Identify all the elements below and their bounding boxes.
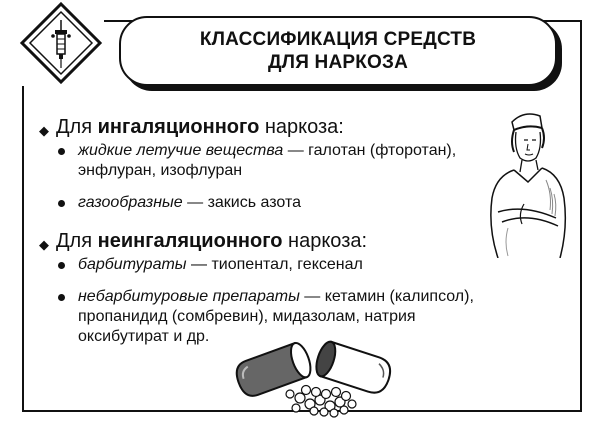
round-bullet-icon: [58, 262, 65, 269]
list-item-text: — галотан (фторотан), энфлуран, изофлуран: [78, 142, 457, 179]
section-keyword: неингаляционного: [97, 230, 283, 252]
section-heading-non-inhalation: [38, 229, 508, 253]
nurse-illustration: [484, 108, 570, 258]
section-heading-inhalation: [38, 115, 508, 139]
section-keyword: ингаляционного: [97, 116, 260, 138]
list-item-text: — кетамин (калипсол), пропанидид (сомбревин), мидазолам, натрия оксибутират и др.: [78, 288, 474, 345]
diamond-bullet-icon: ◆: [39, 237, 49, 252]
section-suffix: наркоза:: [259, 116, 344, 138]
section-suffix: наркоза:: [282, 230, 368, 252]
page-title: [119, 16, 557, 86]
open-capsule-illustration: [228, 322, 398, 418]
section-prefix: Для: [56, 116, 98, 138]
syringe-emblem-icon: [18, 0, 104, 86]
round-bullet-icon: [58, 294, 65, 301]
section-prefix: Для: [56, 230, 98, 252]
list-item-term: жидкие летучие вещества: [78, 142, 284, 159]
list-item-term: небарбитуровые препараты: [78, 288, 300, 305]
round-bullet-icon: [58, 148, 65, 155]
title-line-2: ДЛЯ НАРКОЗА: [267, 52, 409, 73]
list-item: [38, 141, 508, 181]
diamond-bullet-icon: ◆: [39, 123, 49, 138]
round-bullet-icon: [58, 200, 65, 207]
title-line-1: КЛАССИФИКАЦИЯ СРЕДСТВ: [199, 29, 477, 50]
list-item: [38, 193, 508, 213]
list-item-text: — тиопентал, гексенал: [186, 256, 363, 273]
list-item-term: газообразные: [78, 194, 183, 211]
list-item-text: — закись азота: [182, 194, 301, 211]
list-item-term: барбитураты: [78, 256, 187, 273]
classification-list: [38, 115, 508, 347]
list-item: [38, 255, 508, 275]
